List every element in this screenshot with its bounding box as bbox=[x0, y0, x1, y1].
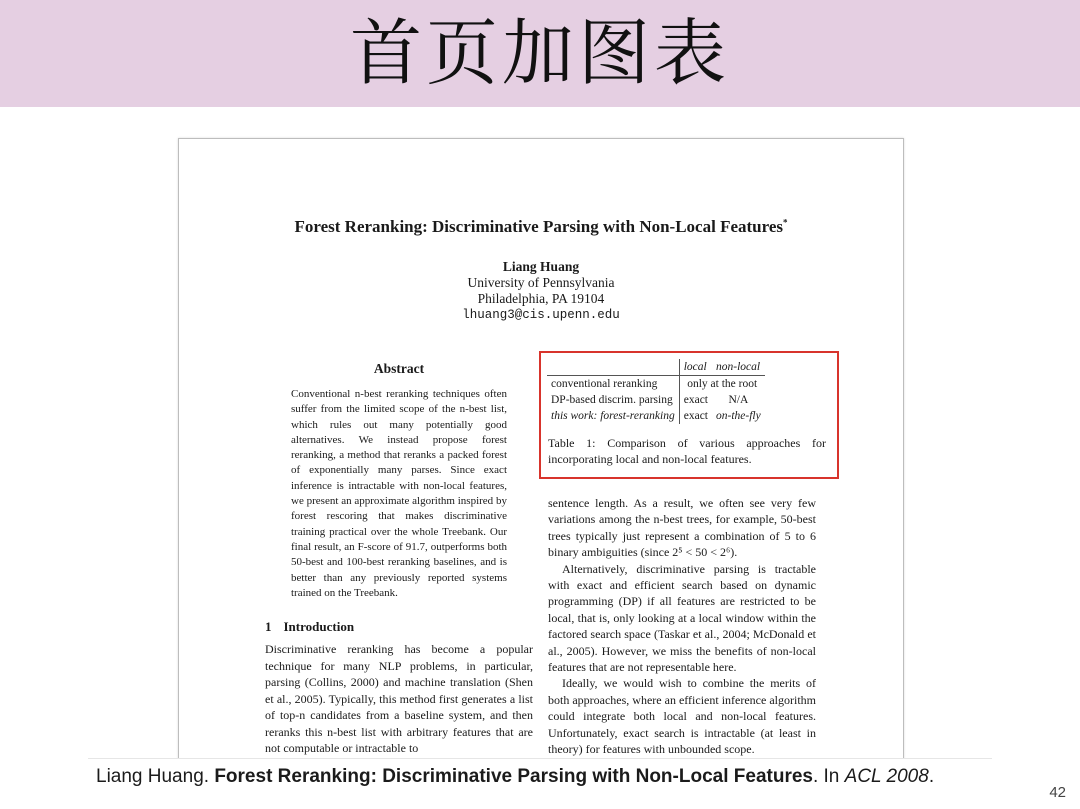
citation-venue: ACL 2008 bbox=[844, 766, 929, 787]
table-caption: Table 1: Comparison of various approaches for incorporating local and non-local features. bbox=[548, 436, 826, 466]
citation-title: Forest Reranking: Discriminative Parsing with Non-Local Features bbox=[214, 766, 813, 787]
table-cell: N/A bbox=[728, 394, 749, 406]
table-cell: exact bbox=[683, 410, 708, 422]
comparison-table bbox=[547, 359, 765, 424]
citation-text: . In bbox=[812, 766, 845, 787]
table-header-cell: non-local bbox=[712, 359, 765, 376]
table-cell: on-the-fly bbox=[716, 410, 761, 422]
table-cell: only at the root bbox=[687, 378, 758, 390]
paragraph: Ideally, we would wish to combine the merits of both approaches, where an efficient inference algorithm could integrate both local and non-local features. Unfortunately, exact search is intractable (at least in theory) for features with unbounded scope. bbox=[548, 676, 816, 757]
table-row bbox=[547, 408, 765, 424]
intro-text: Discriminative reranking has become a popular technique for many NLP problems, in particular, parsing (Collins, 2000) and machine translation (Shen et al., 2005). Typically, this method first generates a list of top-n candidates from a baseline system, and then reranks this n-best list with arbitrary features that are not computable or intractable to bbox=[265, 642, 533, 755]
slide-title: 首页加图表 bbox=[349, 11, 730, 95]
citation-caption bbox=[88, 758, 992, 794]
abstract-text: Conventional n-best reranking techniques often suffer from the limited scope of the n-best list, which rules out many potentially good alternatives. We instead propose forest reranking, a method that reranks a packed forest of exponentially many parses. Since exact inference is intractable with non-local features, we present an approximate algorithm inspired by forest rescoring that makes discriminative training practical over the whole Treebank. Our final result, an F-score of 91.7, outperforms both 50-best and 100-best reranking baselines, and is better than any previously reported systems trained on the Treebank. bbox=[291, 388, 507, 599]
page-number: 42 bbox=[1049, 784, 1066, 801]
author-name: Liang Huang bbox=[502, 259, 580, 274]
paper-page-image bbox=[178, 138, 904, 780]
table-header-cell: local bbox=[679, 359, 712, 376]
table-cell: conventional reranking bbox=[547, 376, 679, 393]
abstract-heading: Abstract bbox=[373, 361, 425, 376]
title-banner bbox=[0, 0, 1080, 107]
author-block bbox=[179, 259, 903, 323]
table-cell: exact bbox=[683, 394, 708, 406]
author-email: lhuang3@cis.upenn.edu bbox=[462, 308, 620, 322]
citation-author: Liang Huang. bbox=[96, 766, 215, 787]
table-cell: DP-based discrim. parsing bbox=[547, 392, 679, 408]
citation-text: . bbox=[928, 766, 935, 787]
table-row bbox=[547, 376, 765, 393]
right-column-text bbox=[548, 495, 816, 758]
table-row bbox=[547, 392, 765, 408]
paragraph: sentence length. As a result, we often see very few variations among the n-best trees, for example, 50-best trees typically just represent a combination of 5 to 6 binary ambiguities (since 2⁵ < 50 < 2⁶). bbox=[548, 496, 816, 560]
table-cell: this work: forest-reranking bbox=[547, 408, 679, 424]
author-address: Philadelphia, PA 19104 bbox=[477, 291, 605, 306]
paper-title: Forest Reranking: Discriminative Parsing with Non-Local Features* bbox=[294, 217, 788, 236]
section-heading: 1 Introduction bbox=[265, 619, 355, 634]
table-header-cell bbox=[547, 359, 679, 376]
paragraph: Alternatively, discriminative parsing is tractable with exact and efficient search based on dynamic programming (DP) if all features are restricted to be local, that is, only looking at a local window within the factored search space (Taskar et al., 2004; McDonald et al., 2005). However, we miss the benefits of non-local features that are not representable here. bbox=[548, 561, 816, 675]
table-header-row bbox=[547, 359, 765, 376]
author-affiliation: University of Pennsylvania bbox=[467, 275, 615, 290]
